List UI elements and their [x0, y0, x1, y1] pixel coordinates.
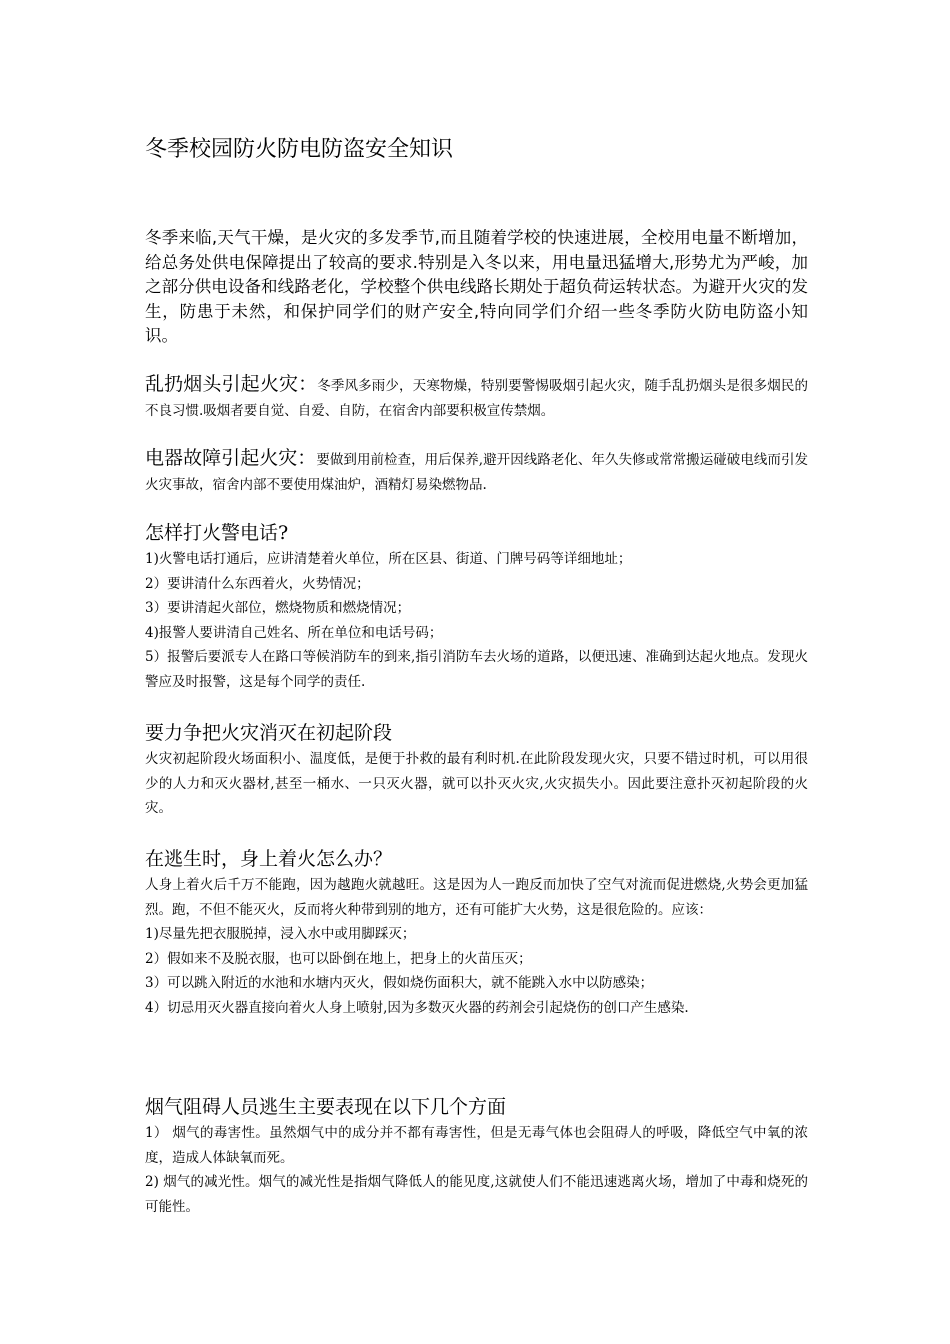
section-paragraph: 2）假如来不及脱衣服，也可以卧倒在地上，把身上的火苗压灭；: [145, 950, 532, 967]
section-paragraph: 2) 烟气的减光性。烟气的减光性是指烟气降低人的能见度,这就使人们不能迅速逃离火场，增加了中毒和烧死的可能性。: [145, 1174, 808, 1215]
section-paragraph: 1） 烟气的毒害性。虽然烟气中的成分并不都有毒害性，但是无毒气体也会阻碍人的呼吸，降低空气中氧的浓度，造成人体缺氧而死。: [145, 1125, 808, 1166]
section-heading: 烟气阻碍人员逃生主要表现在以下几个方面: [145, 1096, 507, 1118]
document-title: 冬季校园防火防电防盗安全知识: [145, 137, 454, 162]
section-electrical-fire: [145, 446, 808, 497]
section-paragraph: 2）要讲清什么东西着火，火势情况；: [145, 575, 370, 592]
section-smoke-hazards: [145, 1093, 808, 1219]
section-heading: 在逃生时，身上着火怎么办？: [145, 848, 393, 870]
section-heading: 要力争把火灾消灭在初起阶段: [145, 722, 393, 744]
section-heading: 怎样打火警电话?: [145, 522, 289, 544]
section-paragraph: 5）报警后要派专人在路口等候消防车的到来,指引消防车去火场的道路，以便迅速、准确到达起火地点。发现火警应及时报警，这是每个同学的责任.: [145, 649, 808, 690]
section-body: 要做到用前检查，用后保养,避开因线路老化、年久失修或常常搬运碰破电线而引发火灾事故，宿舍内部不要使用煤油炉，酒精灯易染燃物品.: [145, 452, 808, 493]
section-early-stage: [145, 719, 808, 821]
section-heading: 乱扔烟头引起火灾：: [145, 373, 318, 395]
section-paragraph: 人身上着火后千万不能跑，因为越跑火就越旺。这是因为人一跑反而加快了空气对流而促进燃烧,火势会更加猛烈。跑，不但不能灭火，反而将火种带到别的地方，还有可能扩大火势，这是很危险的。应该：: [145, 877, 808, 918]
intro-paragraph: 冬季来临,天气干燥，是火灾的多发季节,而且随着学校的快速进展，全校用电量不断增加，给总务处供电保障提出了较高的要求.特别是入冬以来，用电量迅猛增大,形势尤为严峻，加之部分供电设备和线路老化，学校整个供电线路长期处于超负荷运转状态。为避开火灾的发生，防患于未然，和保护同学们的财产安全,特向同学们介绍一些冬季防火防电防盗小知识。: [145, 228, 808, 345]
section-paragraph: 4）切忌用灭火器直接向着火人身上喷射,因为多数灭火器的药剂会引起烧伤的创口产生感染.: [145, 999, 689, 1016]
section-body-on-fire: [145, 845, 808, 1020]
section-paragraph: 1)火警电话打通后，应讲清楚着火单位，所在区县、街道、门牌号码等详细地址；: [145, 551, 632, 567]
section-paragraph: 1)尽量先把衣服脱掉，浸入水中或用脚踩灭；: [145, 926, 416, 942]
section-paragraph: 3）要讲清起火部位，燃烧物质和燃烧情况；: [145, 600, 411, 616]
section-paragraph: 火灾初起阶段火场面积小、温度低，是便于扑救的最有利时机.在此阶段发现火灾，只要不错过时机，可以用很少的人力和灭火器材,甚至一桶水、一只灭火器，就可以扑灭火灾,火灾损失小。因此要注意扑灭初起阶段的火灾。: [145, 751, 808, 816]
section-paragraph: 3）可以跳入附近的水池和水塘内灭火，假如烧伤面积大，就不能跳入水中以防感染；: [145, 975, 654, 991]
section-fire-call: [145, 519, 808, 694]
section-heading: 电器故障引起火灾：: [145, 447, 317, 469]
section-body: 冬季风多雨少，天寒物燥，特别要警惕吸烟引起火灾，随手乱扔烟头是很多烟民的不良习惯.吸烟者要自觉、自爱、自防，在宿舍内部要积极宣传禁烟。: [145, 378, 808, 419]
section-paragraph: 4)报警人要讲清自己姓名、所在单位和电话号码；: [145, 624, 443, 641]
section-cigarette-fire: [145, 372, 808, 423]
